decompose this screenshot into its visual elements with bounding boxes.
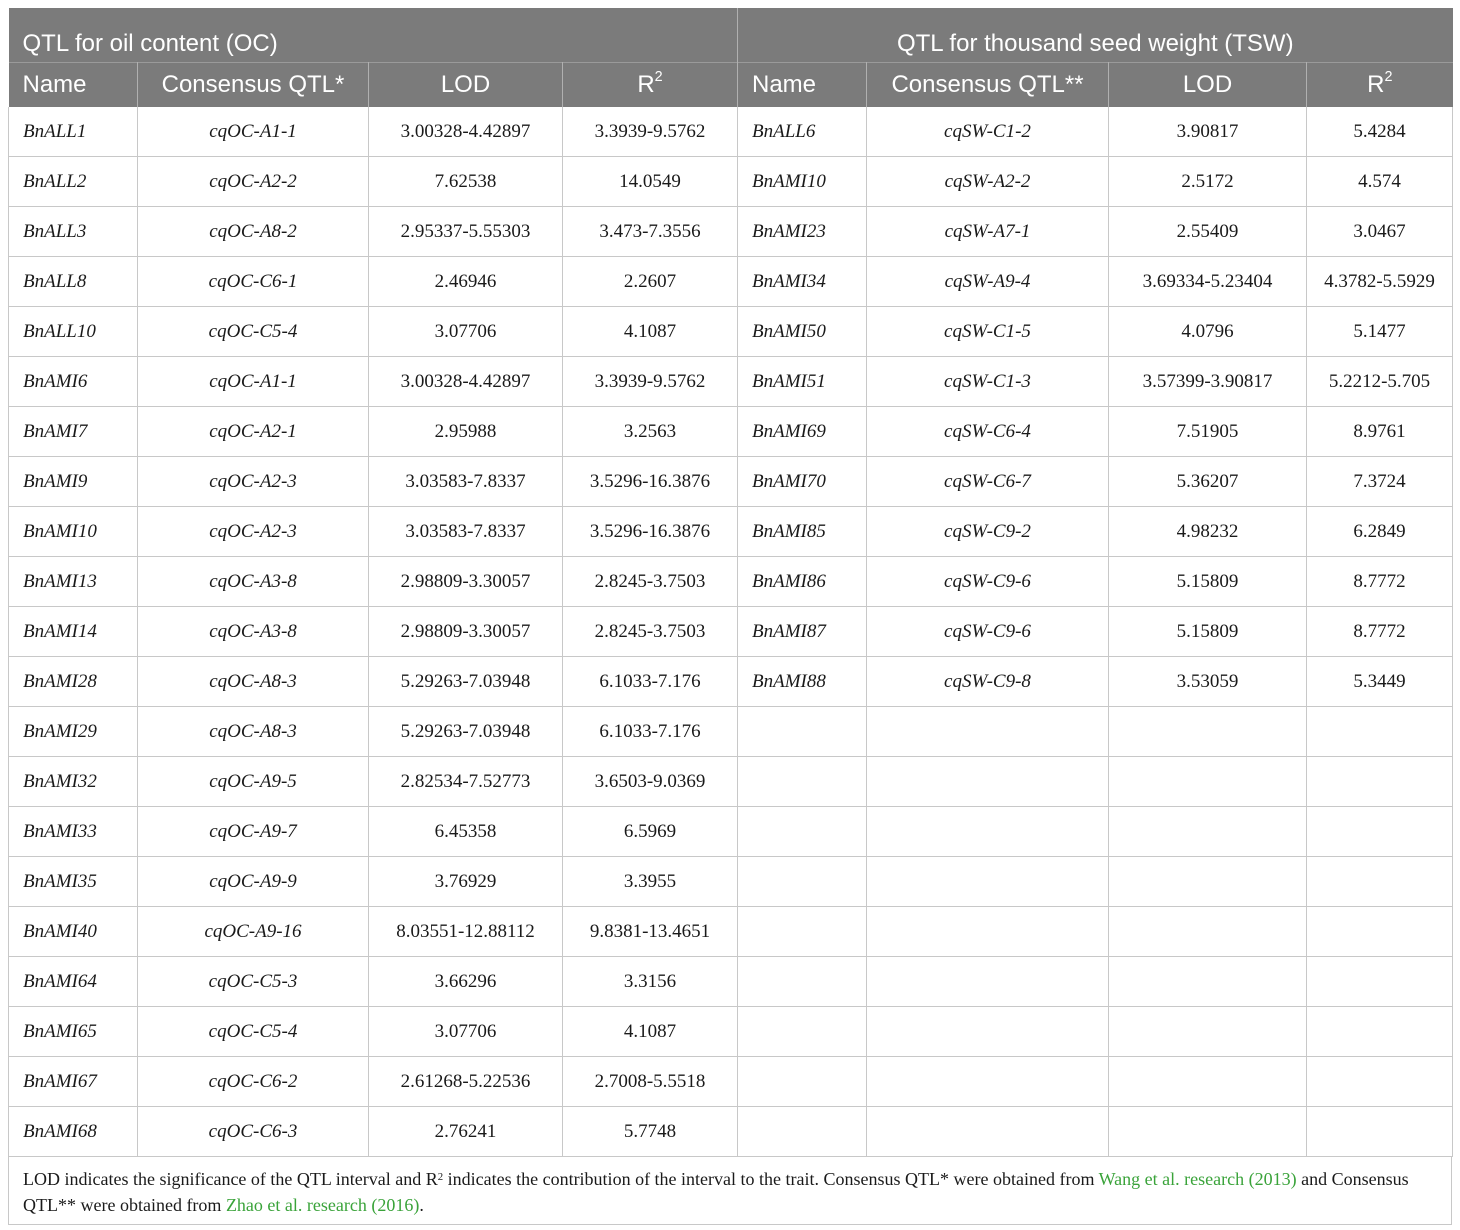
table-row (9, 507, 1453, 557)
tsw-name-cell: BnAMI23 (738, 207, 867, 257)
tsw-lod-cell: 3.90817 (1109, 107, 1307, 157)
tsw-consensus-cell: cqSW-C6-4 (867, 407, 1109, 457)
tsw-consensus-header: Consensus QTL** (867, 63, 1109, 108)
oc-name-cell: BnAMI67 (9, 1057, 138, 1107)
tsw-consensus-cell (867, 807, 1109, 857)
oc-lod-cell: 3.00328-4.42897 (369, 107, 563, 157)
oc-consensus-cell: cqOC-A2-2 (138, 157, 369, 207)
oc-consensus-cell: cqOC-A2-3 (138, 507, 369, 557)
oc-name-cell: BnALL1 (9, 107, 138, 157)
oc-lod-cell: 3.66296 (369, 957, 563, 1007)
table-row (9, 207, 1453, 257)
oc-lod-cell: 2.98809-3.30057 (369, 607, 563, 657)
wang-reference-link[interactable]: Wang et al. research (2013) (1098, 1169, 1297, 1189)
oc-lod-cell: 5.29263-7.03948 (369, 707, 563, 757)
oc-r2-cell: 6.1033-7.176 (563, 657, 738, 707)
oc-consensus-cell: cqOC-A3-8 (138, 557, 369, 607)
tsw-consensus-cell (867, 957, 1109, 1007)
tsw-consensus-cell: cqSW-C9-2 (867, 507, 1109, 557)
oc-r2-cell: 5.7748 (563, 1107, 738, 1157)
tsw-lod-cell (1109, 707, 1307, 757)
oc-r2-cell: 2.8245-3.7503 (563, 557, 738, 607)
oc-r2-sup: 2 (654, 69, 663, 85)
table-row (9, 657, 1453, 707)
tsw-r2-label: R (1367, 71, 1385, 98)
oc-consensus-cell: cqOC-A8-3 (138, 657, 369, 707)
tsw-name-cell: BnAMI88 (738, 657, 867, 707)
footnote-text-1: LOD indicates the significance of the QTL interval and R (23, 1169, 438, 1189)
tsw-name-cell (738, 757, 867, 807)
tsw-r2-cell (1307, 857, 1453, 907)
oc-name-cell: BnAMI10 (9, 507, 138, 557)
oc-consensus-cell: cqOC-A8-2 (138, 207, 369, 257)
tsw-consensus-cell: cqSW-C1-3 (867, 357, 1109, 407)
oc-consensus-cell: cqOC-C6-1 (138, 257, 369, 307)
tsw-lod-cell: 4.0796 (1109, 307, 1307, 357)
tsw-lod-cell: 2.5172 (1109, 157, 1307, 207)
tsw-r2-cell: 7.3724 (1307, 457, 1453, 507)
oc-consensus-cell: cqOC-C5-4 (138, 1007, 369, 1057)
oc-lod-header: LOD (369, 63, 563, 108)
oc-lod-cell: 7.62538 (369, 157, 563, 207)
tsw-r2-cell (1307, 1107, 1453, 1157)
tsw-consensus-cell (867, 907, 1109, 957)
oc-lod-cell: 2.61268-5.22536 (369, 1057, 563, 1107)
footnote-text-3: and Consensus QTL** were obtained from (23, 1169, 1409, 1215)
oc-r2-cell: 2.7008-5.5518 (563, 1057, 738, 1107)
table-footnote (8, 1157, 1452, 1225)
tsw-r2-cell: 5.3449 (1307, 657, 1453, 707)
table-row (9, 707, 1453, 757)
tsw-name-cell: BnAMI86 (738, 557, 867, 607)
tsw-name-cell (738, 957, 867, 1007)
tsw-lod-cell: 2.55409 (1109, 207, 1307, 257)
oc-name-cell: BnAMI35 (9, 857, 138, 907)
tsw-consensus-cell: cqSW-A2-2 (867, 157, 1109, 207)
table-row (9, 1057, 1453, 1107)
tsw-consensus-cell: cqSW-C9-6 (867, 607, 1109, 657)
tsw-consensus-cell (867, 857, 1109, 907)
table-row (9, 807, 1453, 857)
oc-lod-cell: 3.76929 (369, 857, 563, 907)
oc-consensus-cell: cqOC-C6-2 (138, 1057, 369, 1107)
tsw-consensus-cell: cqSW-A9-4 (867, 257, 1109, 307)
table-row (9, 607, 1453, 657)
tsw-name-cell: BnAMI85 (738, 507, 867, 557)
tsw-name-cell: BnAMI10 (738, 157, 867, 207)
oc-r2-cell: 3.3939-9.5762 (563, 107, 738, 157)
oc-r2-label: R (637, 71, 655, 98)
tsw-lod-header: LOD (1109, 63, 1307, 108)
footnote-text-2: indicates the contribution of the interval to the trait. Consensus QTL* were obtained from (443, 1169, 1099, 1189)
oc-name-cell: BnAMI40 (9, 907, 138, 957)
header-group-row (9, 8, 1453, 63)
tsw-name-cell (738, 857, 867, 907)
table-row (9, 107, 1453, 157)
tsw-name-cell: BnAMI70 (738, 457, 867, 507)
oc-r2-cell: 3.6503-9.0369 (563, 757, 738, 807)
oc-name-cell: BnAMI9 (9, 457, 138, 507)
tsw-consensus-cell (867, 1107, 1109, 1157)
oc-consensus-cell: cqOC-A3-8 (138, 607, 369, 657)
oc-r2-cell: 14.0549 (563, 157, 738, 207)
oc-name-cell: BnAMI14 (9, 607, 138, 657)
oc-r2-cell: 2.8245-3.7503 (563, 607, 738, 657)
table-row (9, 357, 1453, 407)
table-row (9, 1007, 1453, 1057)
tsw-lod-cell: 3.53059 (1109, 657, 1307, 707)
tsw-r2-header (1307, 63, 1453, 108)
oc-lod-cell: 8.03551-12.88112 (369, 907, 563, 957)
tsw-consensus-cell: cqSW-C6-7 (867, 457, 1109, 507)
header-columns-row (9, 63, 1453, 108)
tsw-name-cell: BnAMI50 (738, 307, 867, 357)
oc-consensus-cell: cqOC-C5-3 (138, 957, 369, 1007)
oc-r2-cell: 2.2607 (563, 257, 738, 307)
table-row (9, 757, 1453, 807)
oc-consensus-cell: cqOC-A2-3 (138, 457, 369, 507)
tsw-lod-cell (1109, 857, 1307, 907)
tsw-r2-cell: 4.3782-5.5929 (1307, 257, 1453, 307)
tsw-name-cell (738, 707, 867, 757)
tsw-r2-cell (1307, 1007, 1453, 1057)
table-row (9, 1107, 1453, 1157)
tsw-name-cell: BnAMI34 (738, 257, 867, 307)
oc-consensus-cell: cqOC-C6-3 (138, 1107, 369, 1157)
table-row (9, 857, 1453, 907)
oc-consensus-cell: cqOC-A9-7 (138, 807, 369, 857)
oc-lod-cell: 2.76241 (369, 1107, 563, 1157)
table-row (9, 257, 1453, 307)
table-row (9, 907, 1453, 957)
tsw-lod-cell: 5.15809 (1109, 557, 1307, 607)
table-row (9, 407, 1453, 457)
oc-r2-cell: 3.3156 (563, 957, 738, 1007)
oc-group-header: QTL for oil content (OC) (9, 8, 738, 63)
oc-consensus-header: Consensus QTL* (138, 63, 369, 108)
tsw-r2-cell: 8.9761 (1307, 407, 1453, 457)
tsw-r2-cell (1307, 707, 1453, 757)
oc-consensus-cell: cqOC-A1-1 (138, 107, 369, 157)
tsw-name-cell: BnAMI51 (738, 357, 867, 407)
tsw-r2-cell: 5.2212-5.705 (1307, 357, 1453, 407)
tsw-r2-cell: 5.1477 (1307, 307, 1453, 357)
table-row (9, 457, 1453, 507)
oc-lod-cell: 3.00328-4.42897 (369, 357, 563, 407)
tsw-name-cell (738, 907, 867, 957)
oc-lod-cell: 5.29263-7.03948 (369, 657, 563, 707)
table-row (9, 957, 1453, 1007)
oc-lod-cell: 2.82534-7.52773 (369, 757, 563, 807)
table-header (9, 8, 1453, 107)
oc-consensus-cell: cqOC-C5-4 (138, 307, 369, 357)
footnote-sup: 2 (437, 1171, 444, 1183)
tsw-consensus-cell: cqSW-C9-8 (867, 657, 1109, 707)
tsw-lod-cell (1109, 907, 1307, 957)
tsw-lod-cell (1109, 1107, 1307, 1157)
oc-consensus-cell: cqOC-A9-16 (138, 907, 369, 957)
tsw-consensus-cell (867, 1007, 1109, 1057)
oc-r2-cell: 6.1033-7.176 (563, 707, 738, 757)
tsw-name-cell: BnAMI87 (738, 607, 867, 657)
tsw-lod-cell (1109, 807, 1307, 857)
table-row (9, 157, 1453, 207)
tsw-name-cell (738, 1107, 867, 1157)
table-body (9, 107, 1453, 1157)
qtl-table (8, 8, 1453, 1157)
tsw-consensus-cell (867, 707, 1109, 757)
oc-lod-cell: 2.95988 (369, 407, 563, 457)
oc-r2-cell: 3.473-7.3556 (563, 207, 738, 257)
tsw-name-cell: BnALL6 (738, 107, 867, 157)
tsw-r2-cell: 8.7772 (1307, 607, 1453, 657)
tsw-r2-cell: 3.0467 (1307, 207, 1453, 257)
tsw-name-header: Name (738, 63, 867, 108)
oc-lod-cell: 3.03583-7.8337 (369, 507, 563, 557)
oc-lod-cell: 3.07706 (369, 307, 563, 357)
oc-name-cell: BnAMI64 (9, 957, 138, 1007)
tsw-name-cell (738, 1057, 867, 1107)
tsw-lod-cell: 5.15809 (1109, 607, 1307, 657)
tsw-name-cell (738, 1007, 867, 1057)
tsw-lod-cell: 7.51905 (1109, 407, 1307, 457)
oc-name-cell: BnAMI68 (9, 1107, 138, 1157)
oc-consensus-cell: cqOC-A9-9 (138, 857, 369, 907)
tsw-consensus-cell (867, 757, 1109, 807)
oc-name-header: Name (9, 63, 138, 108)
oc-consensus-cell: cqOC-A8-3 (138, 707, 369, 757)
tsw-consensus-cell: cqSW-C9-6 (867, 557, 1109, 607)
oc-lod-cell: 6.45358 (369, 807, 563, 857)
oc-lod-cell: 2.46946 (369, 257, 563, 307)
oc-r2-cell: 3.5296-16.3876 (563, 457, 738, 507)
zhao-reference-link[interactable]: Zhao et al. research (2016) (225, 1195, 420, 1215)
tsw-lod-cell: 4.98232 (1109, 507, 1307, 557)
oc-r2-cell: 9.8381-13.4651 (563, 907, 738, 957)
tsw-r2-cell: 6.2849 (1307, 507, 1453, 557)
oc-lod-cell: 3.03583-7.8337 (369, 457, 563, 507)
tsw-r2-cell (1307, 957, 1453, 1007)
tsw-consensus-cell: cqSW-C1-5 (867, 307, 1109, 357)
oc-lod-cell: 2.98809-3.30057 (369, 557, 563, 607)
table-row (9, 557, 1453, 607)
oc-consensus-cell: cqOC-A9-5 (138, 757, 369, 807)
oc-name-cell: BnALL2 (9, 157, 138, 207)
oc-r2-cell: 3.5296-16.3876 (563, 507, 738, 557)
tsw-lod-cell (1109, 1007, 1307, 1057)
oc-name-cell: BnAMI32 (9, 757, 138, 807)
tsw-consensus-cell (867, 1057, 1109, 1107)
qtl-table-container (8, 8, 1452, 1225)
oc-r2-cell: 3.3955 (563, 857, 738, 907)
tsw-lod-cell (1109, 1057, 1307, 1107)
tsw-lod-cell: 3.57399-3.90817 (1109, 357, 1307, 407)
oc-name-cell: BnAMI13 (9, 557, 138, 607)
tsw-lod-cell (1109, 957, 1307, 1007)
tsw-group-header: QTL for thousand seed weight (TSW) (738, 8, 1453, 63)
tsw-r2-sup: 2 (1384, 69, 1393, 85)
oc-name-cell: BnAMI65 (9, 1007, 138, 1057)
table-row (9, 307, 1453, 357)
oc-r2-cell: 4.1087 (563, 1007, 738, 1057)
tsw-consensus-cell: cqSW-A7-1 (867, 207, 1109, 257)
tsw-lod-cell (1109, 757, 1307, 807)
tsw-name-cell: BnAMI69 (738, 407, 867, 457)
tsw-r2-cell (1307, 807, 1453, 857)
oc-consensus-cell: cqOC-A2-1 (138, 407, 369, 457)
tsw-consensus-cell: cqSW-C1-2 (867, 107, 1109, 157)
oc-lod-cell: 2.95337-5.55303 (369, 207, 563, 257)
tsw-r2-cell: 8.7772 (1307, 557, 1453, 607)
oc-r2-cell: 4.1087 (563, 307, 738, 357)
oc-r2-cell: 3.2563 (563, 407, 738, 457)
oc-name-cell: BnAMI33 (9, 807, 138, 857)
tsw-r2-cell (1307, 1057, 1453, 1107)
oc-name-cell: BnAMI7 (9, 407, 138, 457)
oc-r2-cell: 6.5969 (563, 807, 738, 857)
tsw-name-cell (738, 807, 867, 857)
tsw-r2-cell: 4.574 (1307, 157, 1453, 207)
oc-name-cell: BnALL10 (9, 307, 138, 357)
tsw-r2-cell (1307, 757, 1453, 807)
tsw-r2-cell (1307, 907, 1453, 957)
oc-name-cell: BnALL3 (9, 207, 138, 257)
oc-name-cell: BnAMI29 (9, 707, 138, 757)
tsw-r2-cell: 5.4284 (1307, 107, 1453, 157)
oc-r2-header (563, 63, 738, 108)
oc-r2-cell: 3.3939-9.5762 (563, 357, 738, 407)
oc-consensus-cell: cqOC-A1-1 (138, 357, 369, 407)
tsw-lod-cell: 3.69334-5.23404 (1109, 257, 1307, 307)
tsw-lod-cell: 5.36207 (1109, 457, 1307, 507)
oc-name-cell: BnALL8 (9, 257, 138, 307)
oc-name-cell: BnAMI6 (9, 357, 138, 407)
footnote-text-4: . (419, 1195, 424, 1215)
oc-name-cell: BnAMI28 (9, 657, 138, 707)
oc-lod-cell: 3.07706 (369, 1007, 563, 1057)
